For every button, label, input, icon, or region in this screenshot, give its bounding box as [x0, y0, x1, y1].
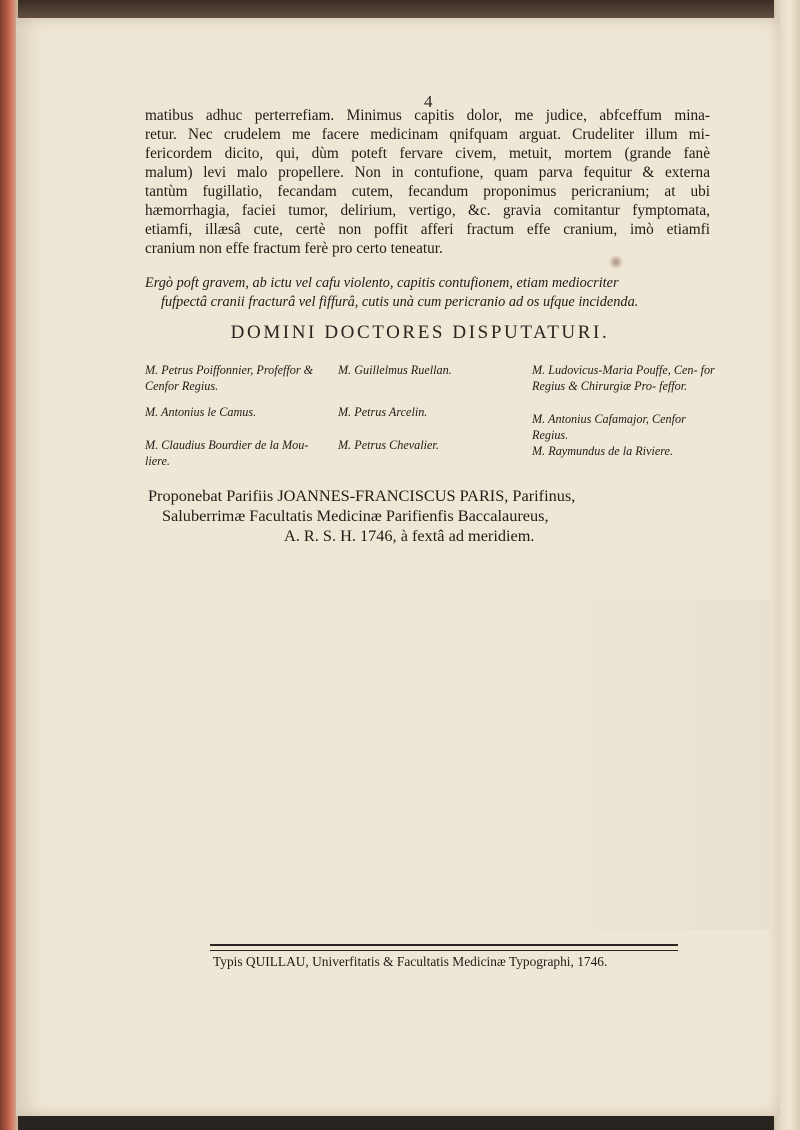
doctor-entry: M. Guillelmus Ruellan. — [338, 363, 452, 377]
doctors-list — [145, 362, 715, 472]
doctor-entry: M. Petrus Arcelin. — [338, 405, 428, 419]
show-through — [470, 600, 770, 930]
doctor-entry: M. Ludovicus-Maria Pouffe, Cen- for Regius & Chirurgiæ Pro- feffor. — [532, 363, 715, 393]
printer-imprint: Typis QUILLAU, Univerfitatis & Facultatis Medicinæ Typographi, 1746. — [213, 954, 608, 969]
doctor-entry: M. Claudius Bourdier de la Mou- liere. — [145, 438, 309, 468]
doctor-entry: M. Antonius Cafamajor, Cenfor Regius. — [532, 412, 686, 442]
doctor-entry: M. Raymundus de la Riviere. — [532, 444, 674, 458]
doctor-entry: M. Antonius le Camus. — [145, 405, 257, 419]
body-line: malum) levi malo propellere. Non in contufione, quam parva fequitur & externa — [145, 164, 710, 181]
body-line: tantùm fugillatio, fecandam cutem, fecandum proponimus pericranium; at ubi — [145, 183, 710, 200]
thesis-line: fufpectâ cranii fracturâ vel fiffurâ, cutis unà cum pericranio ad os ufque incidenda. — [161, 294, 639, 310]
body-line: hæmorrhagia, faciei tumor, delirium, vertigo, &c. gravia comitantur fymptomata, — [145, 202, 710, 219]
body-paragraph — [145, 106, 710, 258]
body-line: cranium non effe fractum ferè pro certo teneatur. — [145, 240, 443, 257]
doctor-entry: M. Petrus Chevalier. — [338, 438, 439, 452]
body-line: matibus adhuc perterrefiam. Minimus capitis dolor, me judice, abfceffum mina- — [145, 107, 710, 124]
proponebat-line: Proponebat Parifiis JOANNES-FRANCISCUS PARIS, Parifinus, — [148, 486, 576, 505]
doctor-entry: M. Petrus Poiffonnier, Profeffor & Cenfor Regius. — [145, 363, 314, 393]
body-line: etiamfi, illæsâ cute, certè non poffit afferi fractum effe cranium, imò etiamfi — [145, 221, 710, 238]
proponebat-block — [148, 486, 713, 546]
proponebat-line: A. R. S. H. 1746, à fextâ ad meridiem. — [284, 526, 535, 545]
body-line: retur. Nec crudelem me facere medicinam qnifquam arguat. Crudeliter illum mi- — [145, 126, 710, 143]
section-heading: DOMINI DOCTORES DISPUTATURI. — [230, 322, 610, 343]
page-number: 4 — [424, 92, 433, 111]
proponebat-line: Saluberrimæ Facultatis Medicinæ Parifienfis Baccalaureus, — [162, 506, 549, 525]
thesis-line: Ergò poft gravem, ab ictu vel cafu violento, capitis contufionem, etiam mediocriter — [145, 275, 619, 291]
ink-stain — [608, 255, 624, 269]
divider-rule — [210, 944, 678, 951]
thesis-statement — [145, 274, 710, 312]
body-line: fericordem dicito, qui, dùm poteft fervare civem, metuit, mortem (grande fanè — [145, 145, 710, 162]
